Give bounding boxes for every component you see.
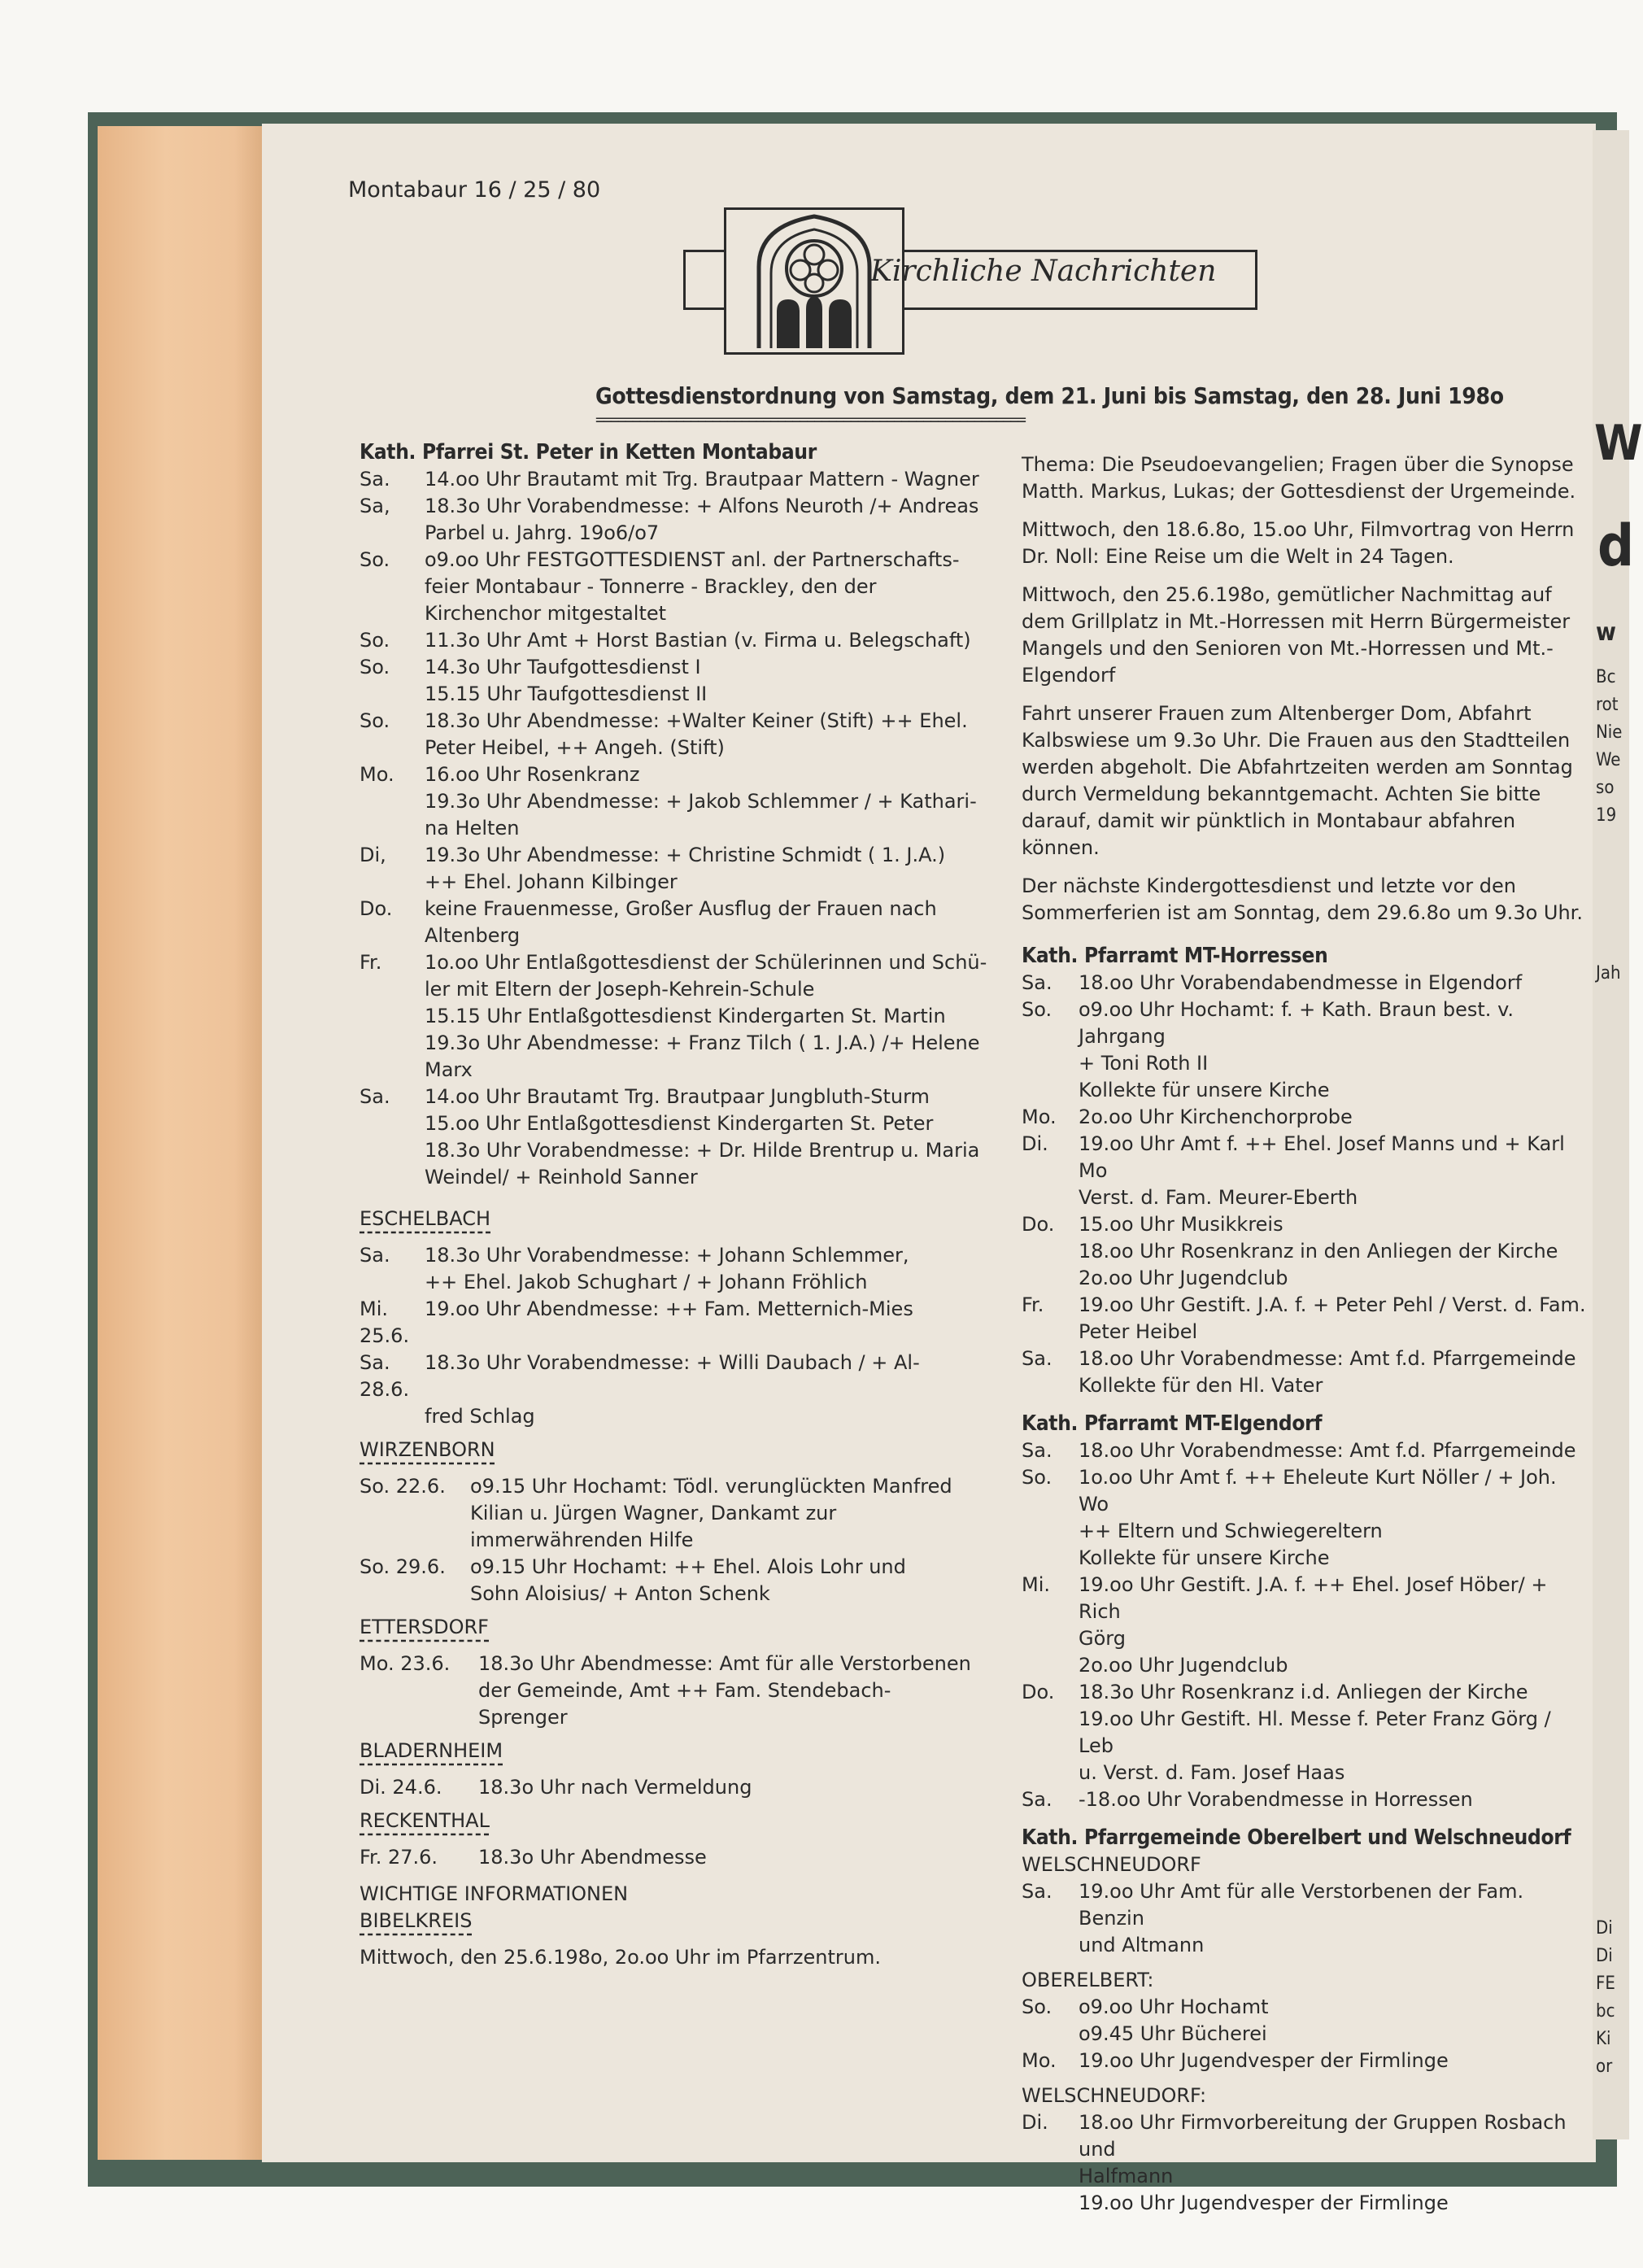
schedule-day xyxy=(360,1269,425,1296)
paragraph: Der nächste Kindergottesdienst und letzte vor den Sommerferien ist am Sonntag, dem 29.6.8o um 9.3o Uhr. xyxy=(1022,874,1583,924)
page-reference: Montabaur 16 / 25 / 80 xyxy=(348,177,601,203)
schedule-day xyxy=(360,1110,425,1137)
schedule-entry: 1o.oo Uhr Entlaßgottesdienst der Schülerinnen und Schü- xyxy=(425,951,987,974)
schedule-entry: 15.oo Uhr Musikkreis xyxy=(1079,1213,1283,1236)
schedule-entry: ler mit Eltern der Joseph-Kehrein-Schule xyxy=(425,978,815,1001)
schedule-row xyxy=(1022,1184,1591,1211)
schedule-day: Fr. xyxy=(1022,1293,1044,1316)
schedule-rows xyxy=(1022,1994,1591,2074)
schedule-rows xyxy=(1022,1878,1591,1959)
schedule-row xyxy=(360,466,994,493)
schedule-row xyxy=(1022,1545,1591,1572)
schedule-row xyxy=(360,1296,994,1350)
schedule-entry: o9.oo Uhr FESTGOTTESDIENST anl. der Partnerschafts- xyxy=(425,548,960,571)
schedule-entry: -18.oo Uhr Vorabendmesse in Horressen xyxy=(1079,1788,1473,1811)
schedule-day: Mi. 25.6. xyxy=(360,1298,410,1347)
schedule-day: Sa. 28.6. xyxy=(360,1351,410,1401)
schedule-row xyxy=(1022,1625,1591,1652)
schedule-day xyxy=(360,1164,425,1191)
schedule-entry: Marx xyxy=(425,1058,473,1081)
schedule-row xyxy=(1022,1518,1591,1545)
right-column xyxy=(1022,451,1591,2217)
location-heading: BLADERNHEIM xyxy=(360,1739,503,1762)
schedule-entry: 18.oo Uhr Vorabendabendmesse in Elgendorf xyxy=(1079,971,1523,994)
location-heading: RECKENTHAL xyxy=(360,1809,490,1832)
next-page-sliver xyxy=(1593,130,1643,2139)
paragraph: Thema: Die Pseudoevangelien; Fragen über die Synopse Matth. Markus, Lukas; der Gottesdienst der Urgemeinde. xyxy=(1022,453,1576,503)
schedule-row xyxy=(1022,1786,1591,1813)
schedule-entry: 18.oo Uhr Vorabendmesse: Amt f.d. Pfarrgemeinde xyxy=(1079,1347,1576,1370)
schedule-day: So. xyxy=(1022,998,1052,1021)
schedule-day xyxy=(1022,2163,1079,2190)
schedule-day xyxy=(1022,1184,1079,1211)
schedule-day: Mi. xyxy=(1022,1573,1051,1596)
schedule-day: Sa, xyxy=(360,495,390,517)
schedule-row xyxy=(360,1581,994,1607)
schedule-entry: Weindel/ + Reinhold Sanner xyxy=(425,1166,698,1189)
schedule-row xyxy=(360,1110,994,1137)
schedule-day xyxy=(1022,1372,1079,1399)
schedule-day xyxy=(360,1527,470,1554)
schedule-entry: 2o.oo Uhr Kirchenchorprobe xyxy=(1079,1106,1353,1128)
schedule-rows xyxy=(360,1473,994,1607)
bibelkreis-text: Mittwoch, den 25.6.198o, 2o.oo Uhr im Pfarrzentrum. xyxy=(360,1946,881,1969)
next-page-fragment: Di xyxy=(1596,1918,1613,1939)
schedule-row xyxy=(360,1269,994,1296)
schedule-entry: ++ Ehel. Jakob Schughart / + Johann Fröhlich xyxy=(425,1271,868,1293)
left-column xyxy=(360,439,994,1971)
schedule-day: So. xyxy=(360,629,390,652)
schedule-entry: 18.3o Uhr Abendmesse xyxy=(478,1846,707,1869)
schedule-row xyxy=(1022,1437,1591,1464)
schedule-day: Fr. 27.6. xyxy=(360,1846,438,1869)
schedule-day xyxy=(360,815,425,842)
schedule-row xyxy=(360,600,994,627)
schedule-row xyxy=(1022,1706,1591,1760)
schedule-row xyxy=(360,1003,994,1030)
schedule-day: Sa. xyxy=(360,1244,390,1267)
schedule-entry: 19.3o Uhr Abendmesse: + Franz Tilch ( 1. J.A.) /+ Helene xyxy=(425,1032,980,1054)
schedule-entry: 19.oo Uhr Jugendvesper der Firmlinge xyxy=(1079,2192,1449,2214)
schedule-row xyxy=(360,1137,994,1164)
schedule-entry: 18.3o Uhr Vorabendmesse: + Alfons Neuroth /+ Andreas xyxy=(425,495,979,517)
schedule-entry: Peter Heibel xyxy=(1079,1320,1198,1343)
next-page-fragment: bc xyxy=(1596,2001,1615,2022)
schedule-day xyxy=(1022,1238,1079,1265)
schedule-entry: 2o.oo Uhr Jugendclub xyxy=(1079,1267,1288,1289)
schedule-row xyxy=(360,708,994,735)
schedule-rows xyxy=(360,1651,994,1731)
schedule-entry: 15.15 Uhr Entlaßgottesdienst Kindergarten St. Martin xyxy=(425,1005,946,1027)
next-page-glyph: W xyxy=(1594,415,1643,472)
schedule-title: Gottesdienstordnung von Samstag, dem 21. Juni bis Samstag, den 28. Juni 198o xyxy=(595,382,1504,409)
schedule-entry: 15.oo Uhr Entlaßgottesdienst Kindergarten St. Peter xyxy=(425,1112,934,1135)
schedule-day: Sa. xyxy=(360,468,390,491)
schedule-day: Mo. xyxy=(1022,2049,1057,2072)
section-title: Kath. Pfarrgemeinde Oberelbert und Welschneudorf xyxy=(1022,1825,1571,1850)
schedule-entry: 18.oo Uhr Vorabendmesse: Amt f.d. Pfarrgemeinde xyxy=(1079,1439,1576,1462)
schedule-entry: Kollekte für den Hl. Vater xyxy=(1079,1374,1323,1397)
subheading: WELSCHNEUDORF xyxy=(1022,1853,1201,1876)
schedule-entry: o9.oo Uhr Hochamt xyxy=(1079,1995,1269,2018)
schedule-entry: Kollekte für unsere Kirche xyxy=(1079,1079,1330,1101)
schedule-row xyxy=(1022,970,1591,997)
schedule-row xyxy=(360,735,994,761)
schedule-day xyxy=(360,976,425,1003)
schedule-row xyxy=(1022,1679,1591,1706)
schedule-day: Sa. xyxy=(1022,1439,1052,1462)
schedule-day xyxy=(360,1057,425,1084)
schedule-entry: 18.3o Uhr Abendmesse: Amt für alle Verstorbenen xyxy=(478,1652,971,1675)
schedule-entry: u. Verst. d. Fam. Josef Haas xyxy=(1079,1761,1345,1784)
schedule-day xyxy=(1022,1077,1079,1104)
schedule-row xyxy=(360,922,994,949)
schedule-row xyxy=(360,1403,994,1430)
schedule-row xyxy=(360,896,994,922)
schedule-day: So. xyxy=(1022,1466,1052,1489)
schedule-entry: Görg xyxy=(1079,1627,1126,1650)
schedule-row xyxy=(360,1677,994,1704)
logo-title: Kirchliche Nachrichten xyxy=(870,255,1217,288)
schedule-day xyxy=(1022,1652,1079,1679)
schedule-row xyxy=(360,976,994,1003)
schedule-entry: feier Montabaur - Tonnerre - Brackley, den der xyxy=(425,575,877,598)
schedule-entry: 16.oo Uhr Rosenkranz xyxy=(425,763,640,786)
section-title: Kath. Pfarramt MT-Elgendorf xyxy=(1022,1411,1323,1436)
paragraph: Fahrt unserer Frauen zum Altenberger Dom, Abfahrt Kalbswiese um 9.3o Uhr. Die Frauen aus den Stadtteilen werden abgeholt. Die Abfahrtzeiten werden am Sonntag durch Vermeldung bekanntgemacht. Achten Sie bitte darauf, damit wir pünktlich in Montabaur abfahren können. xyxy=(1022,702,1573,859)
schedule-day xyxy=(1022,1545,1079,1572)
schedule-entry: na Helten xyxy=(425,817,520,840)
schedule-row xyxy=(1022,1319,1591,1346)
schedule-day: Di, xyxy=(360,844,386,866)
schedule-entry: Sohn Aloisius/ + Anton Schenk xyxy=(470,1582,770,1605)
schedule-entry: 11.3o Uhr Amt + Horst Bastian (v. Firma u. Belegschaft) xyxy=(425,629,971,652)
schedule-day xyxy=(360,1137,425,1164)
schedule-day xyxy=(360,600,425,627)
schedule-row xyxy=(360,949,994,976)
schedule-row xyxy=(1022,2048,1591,2074)
bibelkreis-heading: BIBELKREIS xyxy=(360,1909,473,1932)
next-page-fragment: Nie xyxy=(1596,722,1623,743)
schedule-entry: fred Schlag xyxy=(425,1405,535,1428)
schedule-day xyxy=(1022,1050,1079,1077)
next-page-fragment: so xyxy=(1596,778,1615,798)
schedule-entry: Kilian u. Jürgen Wagner, Dankamt zur xyxy=(470,1502,837,1524)
schedule-row xyxy=(1022,1346,1591,1372)
schedule-row xyxy=(360,654,994,681)
schedule-row xyxy=(1022,1994,1591,2021)
next-page-glyph: w xyxy=(1596,618,1616,647)
schedule-day xyxy=(360,1003,425,1030)
schedule-rows xyxy=(1022,1437,1591,1813)
schedule-day xyxy=(360,922,425,949)
schedule-day: Do. xyxy=(360,897,393,920)
kirchliche-nachrichten-logo xyxy=(683,207,1293,354)
schedule-day: Sa. xyxy=(1022,971,1052,994)
schedule-row xyxy=(1022,1104,1591,1131)
schedule-row xyxy=(360,681,994,708)
schedule-row xyxy=(1022,1292,1591,1319)
schedule-entry: 19.oo Uhr Amt für alle Verstorbenen der Fam. Benzin xyxy=(1079,1880,1524,1930)
schedule-row xyxy=(1022,1265,1591,1292)
schedule-day: Do. xyxy=(1022,1213,1055,1236)
next-page-fragment: FE xyxy=(1596,1974,1615,1994)
schedule-row xyxy=(1022,2163,1591,2190)
schedule-entry: 18.3o Uhr Vorabendmesse: + Willi Daubach / + Al- xyxy=(425,1351,920,1374)
schedule-row xyxy=(1022,1878,1591,1932)
next-page-fragment: We xyxy=(1596,750,1621,770)
schedule-day: So. 22.6. xyxy=(360,1475,446,1498)
schedule-row xyxy=(1022,1131,1591,1184)
schedule-rows xyxy=(1022,970,1591,1399)
schedule-entry: Kollekte für unsere Kirche xyxy=(1079,1546,1330,1569)
schedule-row xyxy=(360,1704,994,1731)
schedule-entry: Sprenger xyxy=(478,1706,568,1729)
schedule-row xyxy=(1022,1050,1591,1077)
schedule-day xyxy=(360,1704,478,1731)
schedule-row xyxy=(1022,1077,1591,1104)
schedule-entry: 18.oo Uhr Rosenkranz in den Anliegen der Kirche xyxy=(1079,1240,1558,1263)
schedule-row xyxy=(360,1164,994,1191)
schedule-title-rule: =========================================================== xyxy=(595,411,1025,429)
schedule-row xyxy=(360,547,994,574)
schedule-day xyxy=(1022,2190,1079,2217)
schedule-rows xyxy=(1022,2109,1591,2217)
schedule-day: Mo. xyxy=(360,763,394,786)
schedule-day xyxy=(360,520,425,547)
schedule-entry: o9.15 Uhr Hochamt: ++ Ehel. Alois Lohr und xyxy=(470,1555,906,1578)
schedule-row xyxy=(360,1084,994,1110)
schedule-row xyxy=(360,493,994,520)
schedule-entry: o9.45 Uhr Bücherei xyxy=(1079,2022,1267,2045)
schedule-day xyxy=(1022,1625,1079,1652)
schedule-entry: 19.3o Uhr Abendmesse: + Christine Schmidt ( 1. J.A.) xyxy=(425,844,946,866)
next-page-fragment: Bc xyxy=(1596,667,1616,687)
schedule-row xyxy=(360,1844,994,1871)
schedule-entry: Peter Heibel, ++ Angeh. (Stift) xyxy=(425,736,725,759)
next-page-fragment: Ki xyxy=(1596,2029,1611,2049)
schedule-entry: 19.oo Uhr Abendmesse: ++ Fam. Metternich-Mies xyxy=(425,1298,913,1320)
schedule-entry: 19.oo Uhr Jugendvesper der Firmlinge xyxy=(1079,2049,1449,2072)
schedule-day: Di. xyxy=(1022,1132,1048,1155)
schedule-entry: 19.oo Uhr Gestift. J.A. f. + Peter Pehl / Verst. d. Fam. xyxy=(1079,1293,1586,1316)
location-heading: ESCHELBACH xyxy=(360,1207,491,1230)
schedule-day xyxy=(360,788,425,815)
schedule-entry: immerwährenden Hilfe xyxy=(470,1529,694,1551)
info-heading: WICHTIGE INFORMATIONEN xyxy=(360,1882,629,1905)
section-title: Kath. Pfarramt MT-Horressen xyxy=(1022,944,1328,968)
schedule-row xyxy=(1022,1572,1591,1625)
schedule-row xyxy=(1022,997,1591,1050)
schedule-entry: 14.3o Uhr Taufgottesdienst I xyxy=(425,656,701,678)
page-edges xyxy=(98,126,268,2160)
schedule-day xyxy=(1022,1319,1079,1346)
schedule-row xyxy=(1022,1238,1591,1265)
schedule-entry: und Altmann xyxy=(1079,1934,1205,1956)
schedule-day: Di. xyxy=(1022,2111,1048,2134)
schedule-rows xyxy=(360,1844,994,1871)
schedule-day xyxy=(360,735,425,761)
subheading: OBERELBERT: xyxy=(1022,1969,1154,1991)
schedule-row xyxy=(360,1242,994,1269)
section-title: Kath. Pfarrei St. Peter in Ketten Montabaur xyxy=(360,440,817,465)
schedule-rows xyxy=(360,1774,994,1801)
schedule-day: Do. xyxy=(1022,1681,1055,1703)
schedule-entry: 1o.oo Uhr Amt f. ++ Eheleute Kurt Nöller / + Joh. Wo xyxy=(1079,1466,1557,1516)
next-page-fragment: Di xyxy=(1596,1946,1613,1966)
schedule-row xyxy=(1022,1760,1591,1786)
schedule-entry: 18.3o Uhr nach Vermeldung xyxy=(478,1776,752,1799)
schedule-day xyxy=(360,1500,470,1527)
schedule-entry: Parbel u. Jahrg. 19o6/o7 xyxy=(425,521,660,544)
schedule-day: So. xyxy=(360,548,390,571)
schedule-entry: 19.oo Uhr Amt f. ++ Ehel. Josef Manns und + Karl Mo xyxy=(1079,1132,1565,1182)
schedule-day: So. xyxy=(360,709,390,732)
schedule-entry: keine Frauenmesse, Großer Ausflug der Frauen nach xyxy=(425,897,937,920)
next-page-fragment: Jah xyxy=(1596,963,1621,984)
schedule-day xyxy=(360,1403,425,1430)
schedule-row xyxy=(1022,2021,1591,2048)
schedule-entry: 18.3o Uhr Vorabendmesse: + Dr. Hilde Brentrup u. Maria xyxy=(425,1139,980,1162)
location-heading: WIRZENBORN xyxy=(360,1438,495,1461)
schedule-row xyxy=(360,761,994,788)
schedule-entry: ++ Eltern und Schwiegereltern xyxy=(1079,1520,1383,1542)
schedule-row xyxy=(360,1774,994,1801)
schedule-day xyxy=(1022,1932,1079,1959)
schedule-row xyxy=(360,1350,994,1403)
schedule-row xyxy=(360,815,994,842)
next-page-fragment: 19 xyxy=(1596,805,1617,826)
schedule-day xyxy=(360,681,425,708)
schedule-day: So. 29.6. xyxy=(360,1555,446,1578)
schedule-row xyxy=(360,1030,994,1057)
schedule-entry: 18.3o Uhr Abendmesse: +Walter Keiner (Stift) ++ Ehel. xyxy=(425,709,968,732)
schedule-entry: Verst. d. Fam. Meurer-Eberth xyxy=(1079,1186,1358,1209)
schedule-row xyxy=(360,1651,994,1677)
schedule-day xyxy=(1022,1760,1079,1786)
schedule-entry: o9.15 Uhr Hochamt: Tödl. verunglückten Manfred xyxy=(470,1475,952,1498)
schedule-entry: ++ Ehel. Johann Kilbinger xyxy=(425,870,678,893)
schedule-day xyxy=(1022,1706,1079,1760)
next-page-glyph: d xyxy=(1597,512,1635,579)
schedule-row xyxy=(1022,1652,1591,1679)
schedule-day xyxy=(360,869,425,896)
schedule-day: Mo. xyxy=(1022,1106,1057,1128)
schedule-entry: Altenberg xyxy=(425,924,521,947)
schedule-entry: Kirchenchor mitgestaltet xyxy=(425,602,667,625)
schedule-day: So. xyxy=(360,656,390,678)
schedule-row xyxy=(360,842,994,869)
schedule-entry: 19.oo Uhr Gestift. J.A. f. ++ Ehel. Josef Höber/ + Rich xyxy=(1079,1573,1548,1623)
schedule-day xyxy=(1022,1518,1079,1545)
schedule-entry: 14.oo Uhr Brautamt Trg. Brautpaar Jungbluth-Sturm xyxy=(425,1085,930,1108)
schedule-row xyxy=(1022,2109,1591,2163)
next-page-fragment: or xyxy=(1596,2056,1613,2077)
schedule-day xyxy=(1022,2021,1079,2048)
schedule-row xyxy=(360,1500,994,1527)
schedule-rows xyxy=(360,1242,994,1430)
schedule-day: Sa. xyxy=(1022,1788,1052,1811)
schedule-row xyxy=(360,788,994,815)
schedule-row xyxy=(1022,1932,1591,1959)
schedule-row xyxy=(360,869,994,896)
schedule-entry: 14.oo Uhr Brautamt mit Trg. Brautpaar Mattern - Wagner xyxy=(425,468,979,491)
schedule-entry: 18.3o Uhr Rosenkranz i.d. Anliegen der Kirche xyxy=(1079,1681,1528,1703)
schedule-row xyxy=(360,574,994,600)
schedule-day: Sa. xyxy=(360,1085,390,1108)
schedule-entry: der Gemeinde, Amt ++ Fam. Stendebach- xyxy=(478,1679,891,1702)
schedule-row xyxy=(1022,1464,1591,1518)
schedule-day: Sa. xyxy=(1022,1347,1052,1370)
schedule-day: So. xyxy=(1022,1995,1052,2018)
schedule-day xyxy=(360,574,425,600)
schedule-entry: 19.3o Uhr Abendmesse: + Jakob Schlemmer / + Kathari- xyxy=(425,790,977,813)
schedule-row xyxy=(360,520,994,547)
next-page-fragment: rot xyxy=(1596,695,1619,715)
schedule-row xyxy=(360,1527,994,1554)
schedule-entry: 15.15 Uhr Taufgottesdienst II xyxy=(425,683,708,705)
schedule-entry: 2o.oo Uhr Jugendclub xyxy=(1079,1654,1288,1677)
schedule-entry: 19.oo Uhr Gestift. Hl. Messe f. Peter Franz Görg / Leb xyxy=(1079,1708,1551,1757)
location-heading: ETTERSDORF xyxy=(360,1616,489,1638)
schedule-rows xyxy=(360,466,994,1191)
schedule-day: Mo. 23.6. xyxy=(360,1652,451,1675)
schedule-row xyxy=(360,1473,994,1500)
schedule-day: Sa. xyxy=(1022,1880,1052,1903)
schedule-day xyxy=(360,1030,425,1057)
schedule-row xyxy=(360,627,994,654)
schedule-day xyxy=(1022,1265,1079,1292)
schedule-entry: Halfmann xyxy=(1079,2165,1174,2187)
schedule-entry: 18.3o Uhr Vorabendmesse: + Johann Schlemmer, xyxy=(425,1244,909,1267)
paragraph: Mittwoch, den 25.6.198o, gemütlicher Nachmittag auf dem Grillplatz in Mt.-Horressen mit Herrn Bürgermeister Mangels und den Senioren von Mt.-Horressen und Mt.-Elgendorf xyxy=(1022,583,1571,687)
schedule-row xyxy=(1022,1372,1591,1399)
schedule-day xyxy=(360,1677,478,1704)
schedule-row xyxy=(360,1554,994,1581)
schedule-entry: 18.oo Uhr Firmvorbereitung der Gruppen Rosbach und xyxy=(1079,2111,1567,2161)
subheading: WELSCHNEUDORF: xyxy=(1022,2084,1207,2107)
schedule-row xyxy=(360,1057,994,1084)
schedule-entry: + Toni Roth II xyxy=(1079,1052,1209,1075)
schedule-entry: o9.oo Uhr Hochamt: f. + Kath. Braun best. v. Jahrgang xyxy=(1079,998,1514,1048)
schedule-row xyxy=(1022,1211,1591,1238)
schedule-row xyxy=(1022,2190,1591,2217)
schedule-day: Fr. xyxy=(360,951,382,974)
paragraph: Mittwoch, den 18.6.8o, 15.oo Uhr, Filmvortrag von Herrn Dr. Noll: Eine Reise um die Welt in 24 Tagen. xyxy=(1022,518,1575,568)
schedule-day: Di. 24.6. xyxy=(360,1776,442,1799)
schedule-day xyxy=(360,1581,470,1607)
